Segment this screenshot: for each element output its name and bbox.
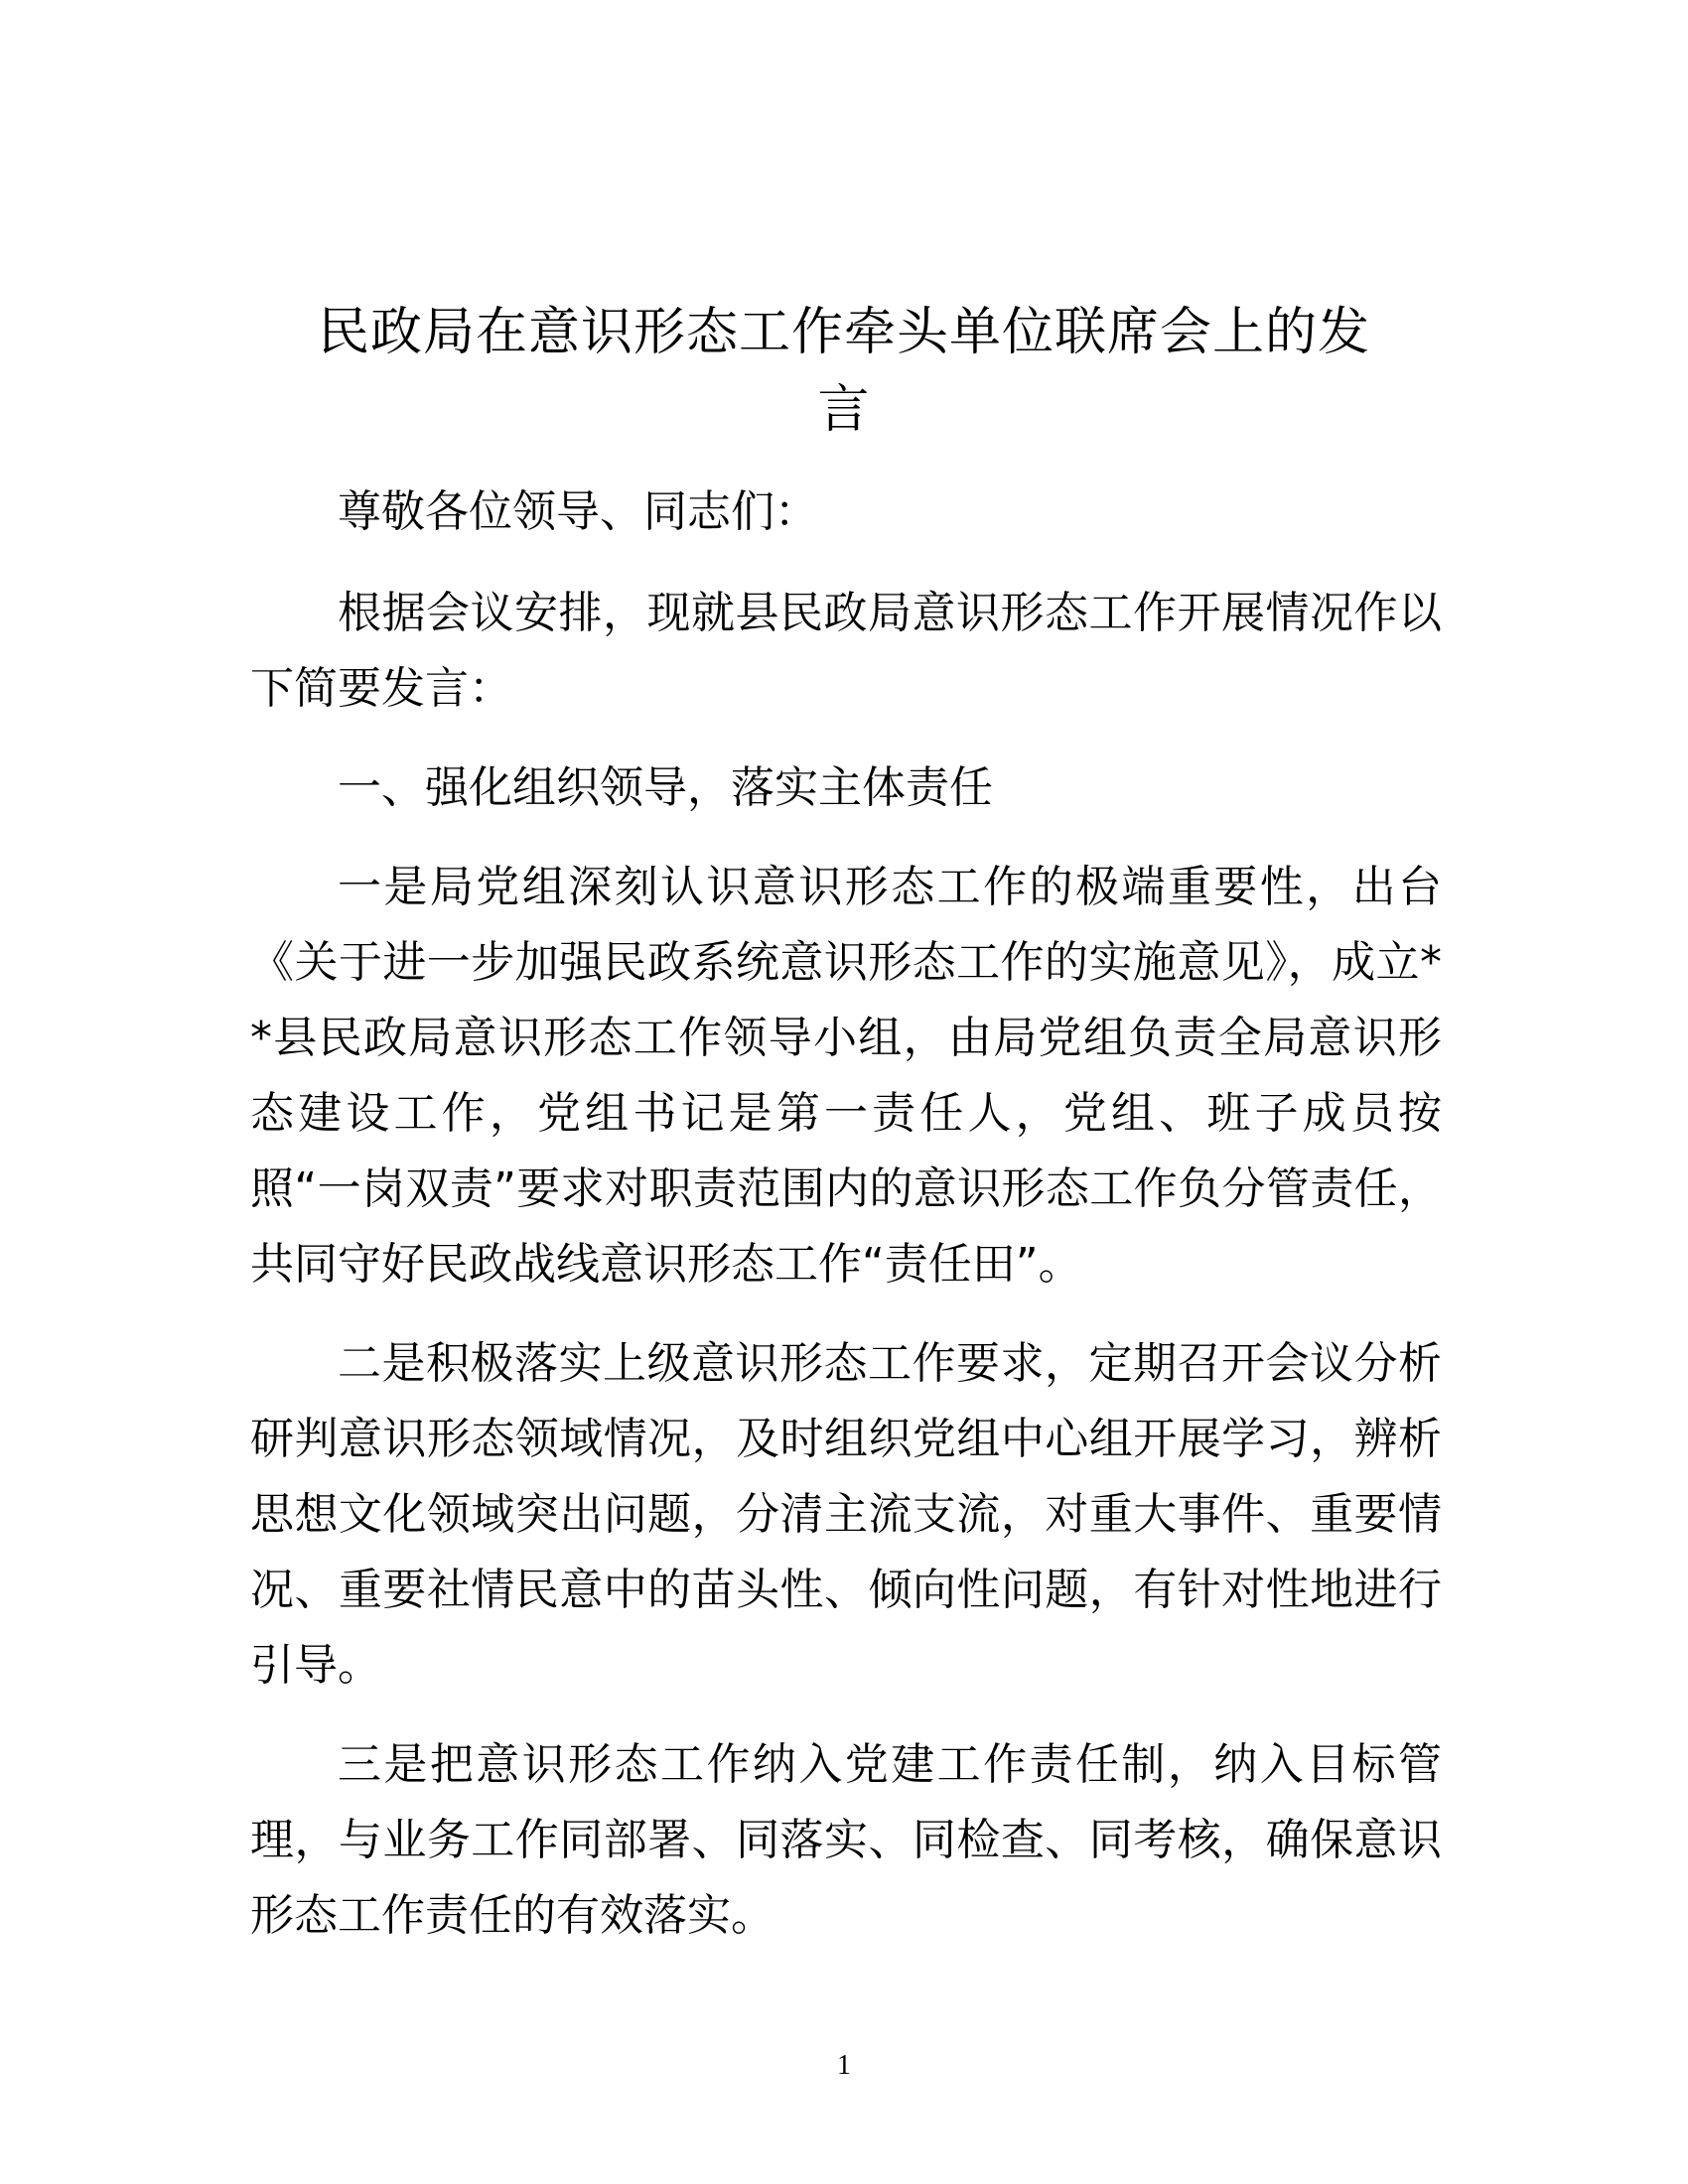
section-heading-1: 一、强化组织领导，落实主体责任 <box>338 762 993 813</box>
title-line-2: 言 <box>817 380 871 440</box>
title-line-1: 民政局在意识形态工作牵头单位联席会上的发 <box>317 303 1370 362</box>
body-paragraph-3: 三是把意识形态工作纳入党建工作责任制，纳入目标管理，与业务工作同部署、同落实、同检查、同考核，确保意识形态工作责任的有效落实。 <box>250 1739 1442 1941</box>
body-paragraph-1: 一是局党组深刻认识意识形态工作的极端重要性，出台《关于进一步加强民政系统意识形态工作的实施意见》，成立**县民政局意识形态工作领导小组，由局党组负责全局意识形态建设工作，党组书记是第一责任人，党组、班子成员按照“一岗双责”要求对职责范围内的意识形态工作负分管责任，共同守好民政战线意识形态工作“责任田”。 <box>250 862 1442 1290</box>
document-body <box>250 475 1442 1978</box>
body-paragraph-2: 二是积极落实上级意识形态工作要求，定期召开会议分析研判意识形态领域情况，及时组织党组中心组开展学习，辨析思想文化领域突出问题，分清主流支流，对重大事件、重要情况、重要社情民意中的苗头性、倾向性问题，有针对性地进行引导。 <box>250 1338 1442 1691</box>
intro-paragraph: 根据会议安排，现就县民政局意识形态工作开展情况作以下简要发言： <box>250 588 1442 714</box>
document-title <box>253 294 1435 449</box>
salutation: 尊敬各位领导、同志们： <box>338 486 818 537</box>
page-number: 1 <box>837 2050 851 2081</box>
